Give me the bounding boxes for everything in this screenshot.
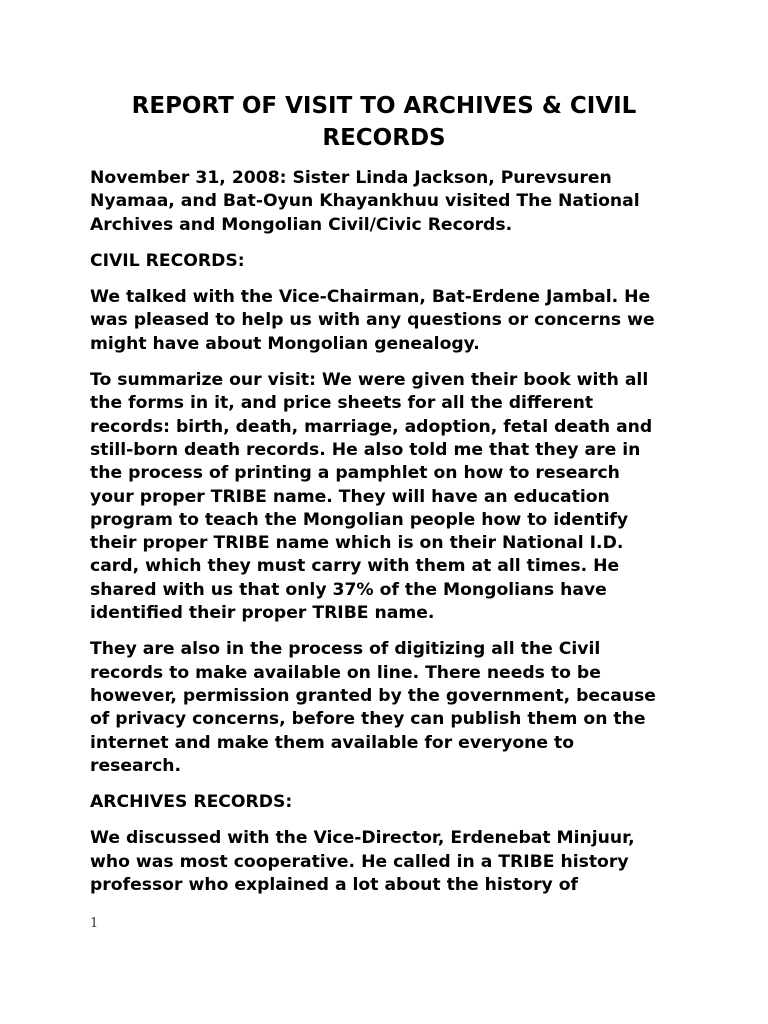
text-line: who was most cooperative. He called in a TRIBE history: [90, 851, 629, 872]
title-line: REPORT OF VISIT TO ARCHIVES & CIVIL: [131, 93, 637, 119]
text-line: We talked with the Vice-Chairman, Bat-Erdene Jambal. He: [90, 287, 651, 308]
text-line: of privacy concerns, before they can publish them on the: [90, 709, 646, 730]
text-line: records to make available on line. There needs to be: [90, 662, 601, 683]
text-line: internet and make them available for everyone to: [90, 732, 575, 753]
text-line: however, permission granted by the government, because: [90, 685, 656, 706]
text-line: Archives and Mongolian Civil/Civic Records.: [90, 214, 513, 235]
text-line: research.: [90, 755, 182, 776]
text-line: Nyamaa, and Bat-Oyun Khayankhuu visited The National: [90, 191, 640, 212]
title-line: RECORDS: [322, 125, 446, 151]
text-line: They are also in the process of digitizing all the Civil: [90, 639, 601, 660]
paragraph-vice-director: [90, 827, 680, 897]
page-number: 1: [90, 916, 99, 931]
text-line: ARCHIVES RECORDS:: [90, 792, 293, 813]
paragraph-date-intro: [90, 167, 680, 237]
text-line: shared with us that only 37% of the Mongolians have: [90, 579, 607, 600]
text-line: still-born death records. He also told me that they are in: [90, 439, 641, 460]
text-line: the forms in it, and price sheets for all the different: [90, 393, 594, 414]
text-line: might have about Mongolian genealogy.: [90, 333, 480, 354]
document-title: [90, 90, 678, 154]
text-line: professor who explained a lot about the history of: [90, 875, 579, 896]
text-line: November 31, 2008: Sister Linda Jackson, Purevsuren: [90, 168, 612, 188]
paragraph-vice-chairman: [90, 286, 680, 356]
text-line: the process of printing a pamphlet on how to research: [90, 463, 620, 484]
section-heading-civil-records: [90, 250, 680, 273]
text-line: your proper TRIBE name. They will have an education: [90, 486, 610, 507]
text-line: their proper TRIBE name which is on their National I.D.: [90, 533, 624, 554]
section-heading-archives-records: [90, 791, 680, 814]
text-line: records: birth, death, marriage, adoption, fetal death and: [90, 416, 653, 437]
text-line: identified their proper TRIBE name.: [90, 603, 435, 624]
text-line: program to teach the Mongolian people how to identify: [90, 509, 629, 530]
text-line: We discussed with the Vice-Director, Erdenebat Minjuur,: [90, 828, 635, 849]
paragraph-digitizing: [90, 638, 680, 778]
text-line: To summarize our visit: We were given their book with all: [90, 370, 649, 391]
document-body: [90, 167, 680, 910]
text-line: CIVIL RECORDS:: [90, 250, 245, 271]
paragraph-summary: [90, 369, 680, 625]
text-line: was pleased to help us with any questions or concerns we: [90, 310, 655, 331]
text-line: card, which they must carry with them at all times. He: [90, 556, 620, 577]
